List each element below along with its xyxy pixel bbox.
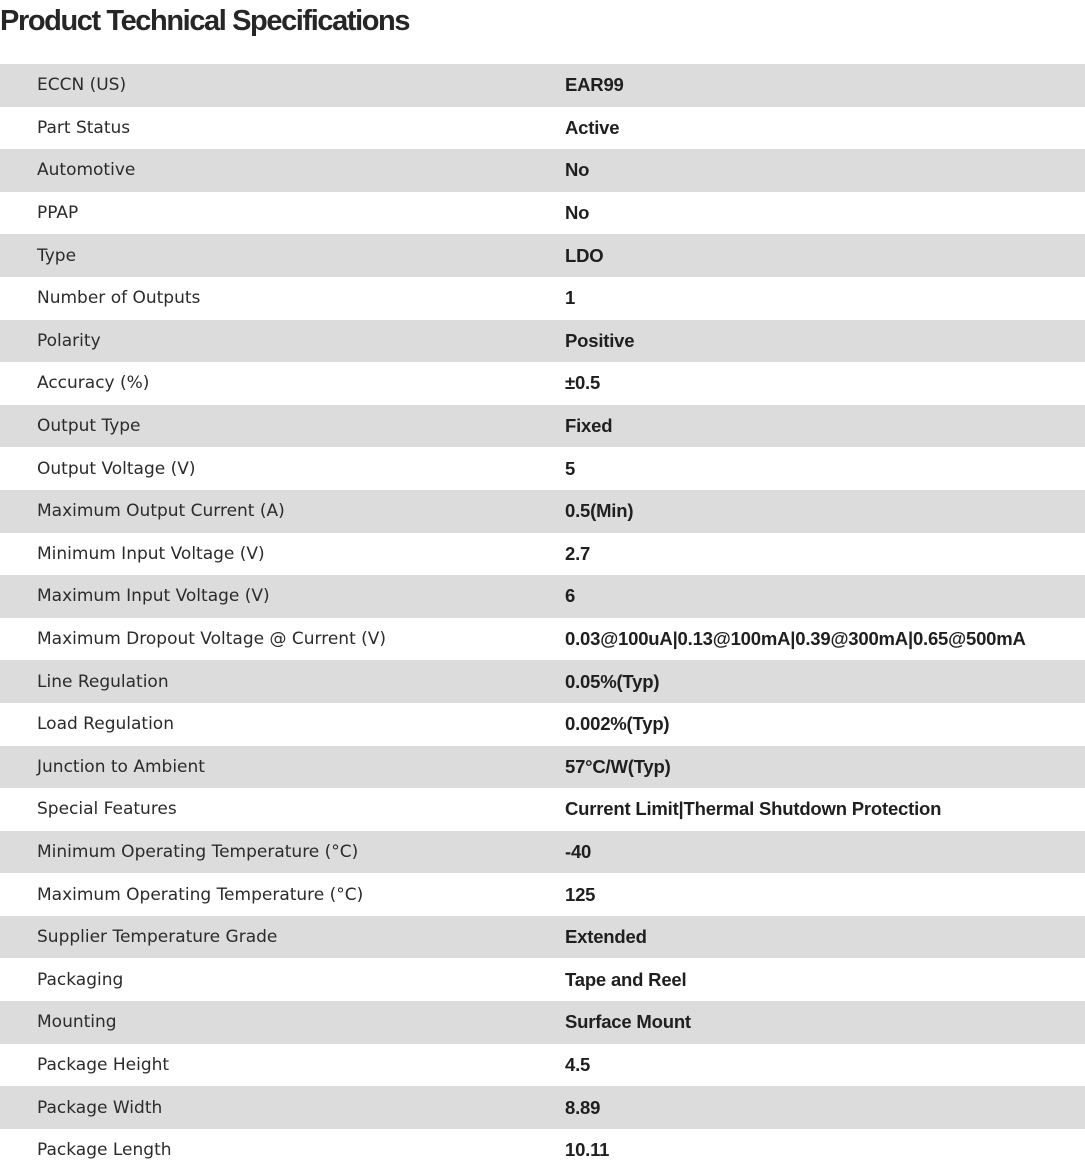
spec-value: 4.5 — [565, 1053, 591, 1075]
spec-label: Automotive — [37, 160, 136, 181]
spec-value: 0.002%(Typ) — [565, 713, 670, 735]
spec-value: Extended — [565, 926, 647, 948]
spec-label: Maximum Input Voltage (V) — [37, 586, 270, 607]
spec-row — [0, 149, 1085, 192]
spec-label: Special Features — [37, 799, 177, 820]
spec-label: Package Width — [37, 1097, 163, 1118]
spec-label: Output Voltage (V) — [37, 458, 196, 479]
spec-row — [0, 107, 1085, 150]
spec-value: No — [565, 159, 590, 181]
spec-row — [0, 788, 1085, 831]
spec-label: Mounting — [37, 1012, 117, 1033]
spec-label: Packaging — [37, 969, 124, 990]
spec-value: 1 — [565, 287, 576, 309]
spec-value: Tape and Reel — [565, 968, 687, 990]
spec-value: 125 — [565, 883, 596, 905]
spec-value: 10.11 — [565, 1139, 610, 1161]
spec-value: Active — [565, 116, 620, 138]
spec-row — [0, 746, 1085, 789]
spec-row — [0, 64, 1085, 107]
spec-value: Surface Mount — [565, 1011, 691, 1033]
spec-row — [0, 703, 1085, 746]
spec-row — [0, 405, 1085, 448]
spec-label: Junction to Ambient — [37, 756, 205, 777]
spec-value: 8.89 — [565, 1096, 601, 1118]
spec-row — [0, 660, 1085, 703]
spec-label: ECCN (US) — [37, 75, 127, 96]
spec-row — [0, 277, 1085, 320]
spec-row — [0, 192, 1085, 235]
spec-label: Output Type — [37, 416, 141, 437]
spec-row — [0, 490, 1085, 533]
spec-label: Type — [37, 245, 77, 266]
spec-value: Positive — [565, 329, 635, 351]
spec-value: 57°C/W(Typ) — [565, 755, 671, 777]
spec-label: Accuracy (%) — [37, 373, 150, 394]
spec-value: -40 — [565, 840, 592, 862]
spec-row — [0, 320, 1085, 363]
spec-value: Current Limit|Thermal Shutdown Protection — [565, 798, 942, 820]
spec-label: Minimum Operating Temperature (°C) — [37, 841, 359, 862]
spec-row — [0, 958, 1085, 1001]
page-title: Product Technical Specifications — [0, 5, 410, 37]
spec-value: 2.7 — [565, 542, 591, 564]
spec-row — [0, 234, 1085, 277]
spec-label: PPAP — [37, 203, 79, 224]
spec-label: Part Status — [37, 117, 131, 138]
spec-label: Number of Outputs — [37, 288, 201, 309]
spec-value: EAR99 — [565, 74, 624, 96]
spec-label: Minimum Input Voltage (V) — [37, 543, 265, 564]
spec-table — [0, 64, 1085, 1171]
spec-row — [0, 1086, 1085, 1129]
spec-row — [0, 362, 1085, 405]
spec-row — [0, 1129, 1085, 1171]
spec-label: Load Regulation — [37, 714, 174, 735]
spec-label: Supplier Temperature Grade — [37, 927, 278, 948]
spec-label: Package Height — [37, 1054, 170, 1075]
spec-value: 6 — [565, 585, 576, 607]
spec-value: No — [565, 202, 590, 224]
spec-label: Polarity — [37, 330, 101, 351]
spec-row — [0, 1001, 1085, 1044]
spec-label: Package Length — [37, 1140, 172, 1161]
spec-value: ±0.5 — [565, 372, 601, 394]
spec-row — [0, 447, 1085, 490]
spec-row — [0, 831, 1085, 874]
spec-row — [0, 618, 1085, 661]
spec-row — [0, 533, 1085, 576]
spec-label: Maximum Operating Temperature (°C) — [37, 884, 364, 905]
spec-label: Maximum Output Current (A) — [37, 501, 285, 522]
spec-label: Maximum Dropout Voltage @ Current (V) — [37, 629, 387, 650]
spec-row — [0, 873, 1085, 916]
spec-row — [0, 575, 1085, 618]
spec-value: 0.03@100uA|0.13@100mA|0.39@300mA|0.65@500mA — [565, 628, 1026, 650]
spec-value: 5 — [565, 457, 576, 479]
spec-label: Line Regulation — [37, 671, 169, 692]
spec-value: 0.5(Min) — [565, 500, 634, 522]
spec-value: Fixed — [565, 415, 613, 437]
spec-row — [0, 916, 1085, 959]
spec-value: LDO — [565, 244, 604, 266]
spec-value: 0.05%(Typ) — [565, 670, 660, 692]
spec-row — [0, 1044, 1085, 1087]
